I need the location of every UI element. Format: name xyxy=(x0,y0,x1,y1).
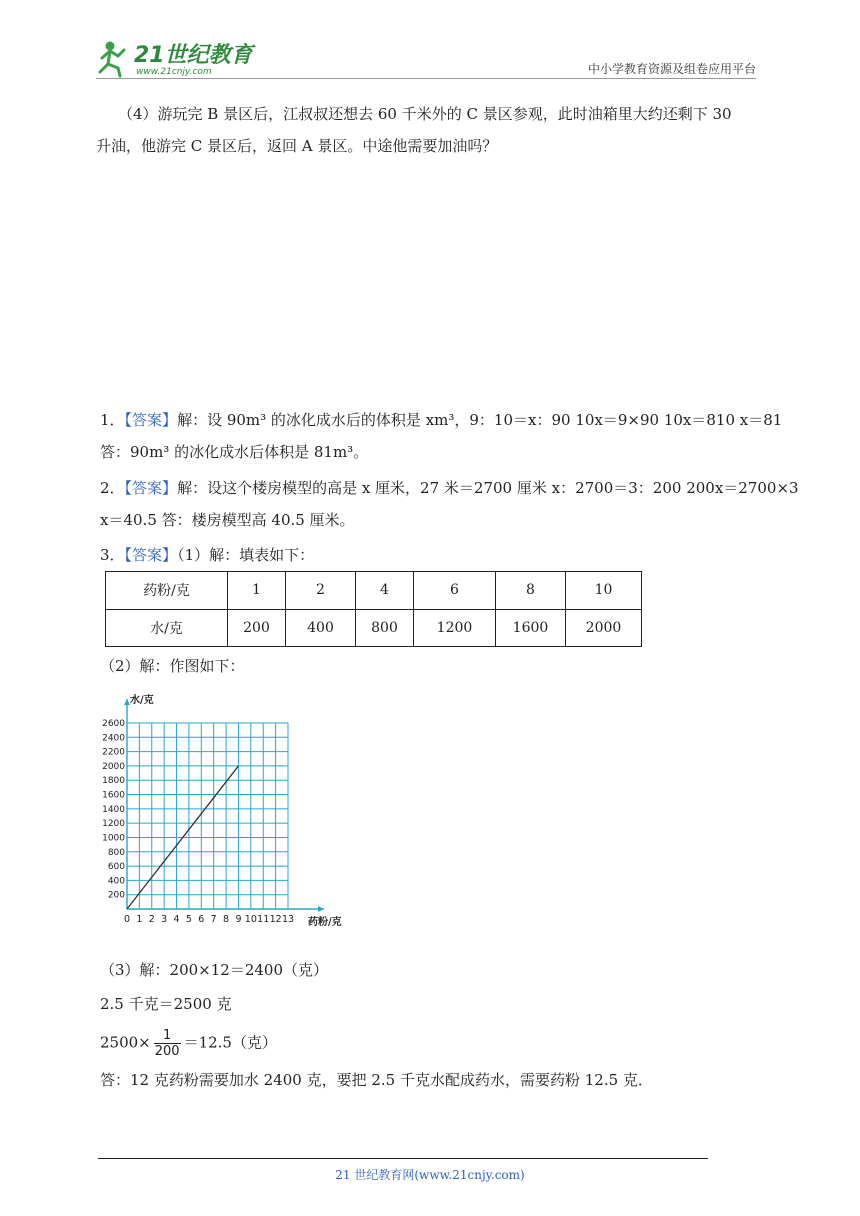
table-cell: 8 xyxy=(496,572,566,610)
answer-3-line-1 xyxy=(100,545,314,565)
answer-3-part-3-calc xyxy=(100,1028,277,1059)
calc-prefix: 2500× xyxy=(100,1033,151,1052)
answer-text: （1）解：填表如下： xyxy=(177,546,315,564)
table-row xyxy=(106,572,642,610)
x-tick-label: 12 xyxy=(269,914,282,925)
table-cell: 1600 xyxy=(496,609,566,647)
chart-y-axis-label: 水/克 xyxy=(130,695,154,706)
table-row xyxy=(106,609,642,647)
answer-number: 1． xyxy=(100,411,125,429)
answer-tag: 【答案】 xyxy=(124,546,178,564)
x-tick-label: 2 xyxy=(148,914,155,925)
table-cell: 200 xyxy=(228,609,286,647)
x-tick-label: 3 xyxy=(161,914,168,925)
calc-suffix: ＝12.5（克） xyxy=(183,1033,277,1052)
table-cell: 6 xyxy=(414,572,496,610)
runner-icon xyxy=(100,42,124,77)
line-chart xyxy=(96,688,356,940)
answer-number: 2． xyxy=(100,479,125,497)
fill-table xyxy=(105,571,642,647)
fraction xyxy=(154,1028,181,1059)
answer-text: 解：设这个楼房模型的高是 x 厘米，27 米＝2700 厘米 x：2700＝3：200 200x＝2700×3 xyxy=(177,479,799,497)
x-tick-label: 1 xyxy=(136,914,143,925)
y-tick-label: 1000 xyxy=(102,833,125,844)
y-tick-label: 2400 xyxy=(102,733,125,744)
answer-text: 解：设 90m³ 的冰化成水后的体积是 xm³，9：10＝x：90 10x＝9×90 10x＝810 x＝81 xyxy=(177,411,783,429)
header-divider xyxy=(96,78,756,79)
y-tick-label: 2200 xyxy=(102,747,125,758)
x-tick-label: 4 xyxy=(173,914,180,925)
site-logo xyxy=(96,36,266,78)
y-tick-label: 1200 xyxy=(102,819,125,830)
y-tick-label: 400 xyxy=(107,876,125,887)
y-tick-label: 1800 xyxy=(102,776,125,787)
table-row-header: 药粉/克 xyxy=(106,572,228,610)
fraction-numerator: 1 xyxy=(163,1028,172,1043)
table-cell: 10 xyxy=(566,572,642,610)
x-axis-arrow-icon xyxy=(318,906,324,912)
logo-main-text: 21世纪教育 xyxy=(134,43,253,68)
y-tick-label: 200 xyxy=(107,890,125,901)
answer-tag: 【答案】 xyxy=(124,479,178,497)
answer-number: 3． xyxy=(100,546,125,564)
answer-3-part-2: （2）解：作图如下： xyxy=(100,657,245,675)
y-tick-label: 600 xyxy=(107,862,125,873)
table-cell: 4 xyxy=(356,572,414,610)
x-tick-label: 13 xyxy=(281,914,295,925)
y-tick-label: 2600 xyxy=(102,719,125,729)
x-tick-label: 7 xyxy=(210,914,217,925)
answer-2-line-2: x＝40.5 答：楼房模型高 40.5 厘米。 xyxy=(100,511,355,529)
answer-1-line-2: 答：90m³ 的冰化成水后体积是 81m³。 xyxy=(100,443,369,461)
chart-grid xyxy=(127,723,288,909)
x-tick-label: 5 xyxy=(185,914,192,925)
fraction-denominator: 200 xyxy=(154,1044,180,1059)
logo-sub-text: www.21cnjy.com xyxy=(136,67,212,77)
table-cell: 1200 xyxy=(414,609,496,647)
x-tick-label: 6 xyxy=(198,914,205,925)
x-tick-label: 0 xyxy=(123,914,131,925)
question-4-line-2: 升油，他游完 C 景区后，返回 A 景区。中途他需要加油吗？ xyxy=(96,137,498,155)
table-cell: 1 xyxy=(228,572,286,610)
y-tick-label: 800 xyxy=(107,847,125,858)
table-cell: 800 xyxy=(356,609,414,647)
x-tick-label: 11 xyxy=(257,914,270,925)
y-tick-label: 2000 xyxy=(102,761,125,772)
y-tick-label: 1600 xyxy=(102,790,125,801)
question-4-line-1: （4）游玩完 B 景区后，江叔叔还想去 60 千米外的 C 景区参观，此时油箱里大约还剩下 30 xyxy=(118,105,732,123)
table-cell: 400 xyxy=(286,609,356,647)
y-tick-label: 1400 xyxy=(102,804,125,815)
x-tick-label: 8 xyxy=(223,914,230,925)
answer-3-part-3-line-2: 2.5 千克＝2500 克 xyxy=(100,995,232,1013)
answer-3-conclusion: 答：12 克药粉需要加水 2400 克，要把 2.5 千克水配成药水，需要药粉 12.5 克． xyxy=(100,1071,653,1089)
answer-3-part-3-line-1: （3）解：200×12＝2400（克） xyxy=(100,961,329,979)
answer-tag: 【答案】 xyxy=(124,411,178,429)
chart-ticks xyxy=(102,719,294,925)
answer-1-line-1 xyxy=(100,410,782,430)
chart-x-axis-label: 药粉/克 xyxy=(308,917,342,928)
table-row-header: 水/克 xyxy=(106,609,228,647)
platform-title: 中小学教育资源及组卷应用平台 xyxy=(587,62,756,76)
table-cell: 2000 xyxy=(566,609,642,647)
x-tick-label: 10 xyxy=(244,914,257,925)
footer-text: 21 世纪教育网(www.21cnjy.com) xyxy=(335,1168,525,1182)
table-cell: 2 xyxy=(286,572,356,610)
x-tick-label: 9 xyxy=(235,914,242,925)
footer-divider xyxy=(98,1158,708,1159)
answer-2-line-1 xyxy=(100,478,799,498)
